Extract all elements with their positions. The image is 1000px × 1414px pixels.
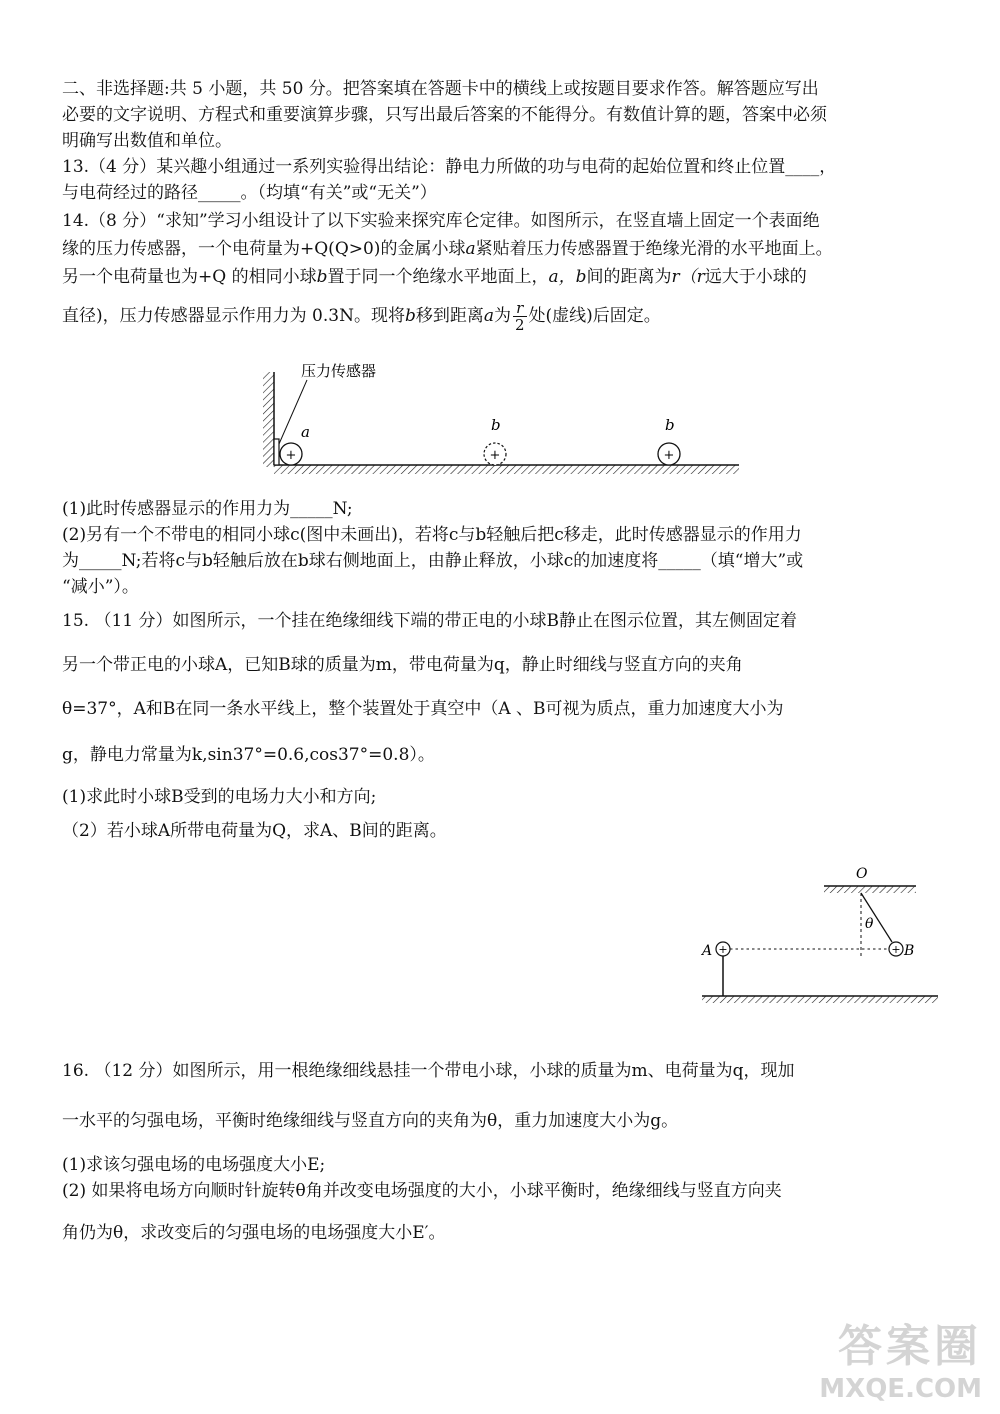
q16-sub1: (1)求该匀强电场的电场强度大小E;	[62, 1155, 326, 1175]
ball-b-plus: +	[663, 448, 675, 463]
q15-line-4: g，静电力常量为k,sin37°=0.6,cos37°=0.8）。	[62, 745, 435, 765]
q14-sub2-line-1: (2)另有一个不带电的相同小球c(图中未画出)，若将c与b轻触后把c移走，此时传感器显示的作用力	[62, 525, 802, 545]
q16-line-1: 16. （12 分）如图所示，用一根绝缘细线悬挂一个带电小球，小球的质量为m、电荷量为q，现加	[62, 1061, 795, 1081]
section-header-line-2: 必要的文字说明、方程式和重要演算步骤，只写出最后答案的不能得分。有数值计算的题，答案中必须	[62, 105, 827, 125]
q15-figure	[698, 862, 944, 1014]
section-header-line-3: 明确写出数值和单位。	[62, 131, 232, 151]
q14-sub2-line-3: “减小”）。	[62, 577, 139, 597]
q14-line-2a: 缘的压力传感器，一个电荷量为+Q(Q>0)的金属小球	[62, 239, 466, 259]
q13-line-1: 13.（4 分）某兴趣小组通过一系列实验得出结论：静电力所做的功与电荷的起始位置和终止位置____，	[62, 157, 837, 177]
ball-b-label: b	[665, 416, 675, 434]
q13-line-2: 与电荷经过的路径_____。（均填“有关”或“无关”）	[62, 183, 437, 203]
q14-line-3	[62, 266, 942, 288]
q14-line-4a: 直径)，压力传感器显示作用力为 0.3N。现将	[62, 306, 405, 326]
q14-var-a: a	[465, 239, 476, 259]
q14-line-3c: 间的距离为	[586, 267, 672, 287]
ball-A-plus: +	[718, 943, 728, 956]
q14-var-r: r	[671, 267, 680, 287]
fraction-denominator: 2	[514, 316, 525, 334]
q14-var-b-2: b	[404, 306, 416, 326]
ball-B-plus: +	[891, 943, 901, 956]
q15-sub1: (1)求此时小球B受到的电场力大小和方向;	[62, 787, 377, 807]
q14-line-1: 14.（8 分）“求知”学习小组设计了以下实验来探究库仑定律。如图所示，在竖直墙上固定一个表面绝	[62, 211, 820, 231]
q15-sub2: （2）若小球A所带电荷量为Q，求A、B间的距离。	[62, 821, 447, 841]
q14-line-2	[62, 238, 942, 260]
q14-var-a-2: a	[483, 306, 494, 326]
q14-line-4b: 移到距离	[415, 306, 484, 326]
sensor-label: 压力传感器	[301, 362, 377, 380]
pressure-sensor	[274, 439, 279, 465]
q16-sub2-line-2: 角仍为θ，求改变后的匀强电场的电场强度大小E′。	[62, 1223, 446, 1243]
r-over-2-fraction	[513, 300, 527, 333]
watermark-url: MXQE.COM	[819, 1374, 982, 1404]
ball-a-plus: +	[285, 448, 297, 463]
q14-sub1: (1)此时传感器显示的作用力为_____N;	[62, 499, 353, 519]
q14-line-3d: 远大于小球的	[704, 267, 807, 287]
q16-sub2-line-1: (2) 如果将电场方向顺时针旋转θ角并改变电场强度的大小，小球平衡时，绝缘细线与竖直方向夹	[62, 1181, 782, 1201]
q14-line-2b: 紧贴着压力传感器置于绝缘光滑的水平地面上。	[475, 239, 833, 259]
q14-line-3a: 另一个电荷量也为+Q 的相同小球	[62, 267, 317, 287]
watermark-cn: 答案圈	[838, 1321, 982, 1372]
q15-line-3: θ=37°，A和B在同一条水平线上，整个装置处于真空中（A 、B可视为质点，重力加速度大小为	[62, 699, 784, 719]
fraction-numerator: r	[513, 300, 527, 317]
wall-hatch	[263, 372, 274, 467]
q14-var-b: b	[316, 267, 328, 287]
q15-line-1: 15. （11 分）如图所示，一个挂在绝缘细线下端的带正电的小球B静止在图示位置，其左侧固定着	[62, 611, 797, 631]
q14-line-4d: 处(虚线)后固定。	[528, 306, 661, 326]
q16-line-2: 一水平的匀强电场，平衡时绝缘细线与竖直方向的夹角为θ，重力加速度大小为g。	[62, 1111, 679, 1131]
q15-line-2: 另一个带正电的小球A，已知B球的质量为m，带电荷量为q，静止时细线与竖直方向的夹角	[62, 655, 743, 675]
q14-line-4	[62, 296, 942, 336]
q14-line-4c: 为	[493, 306, 511, 326]
ball-b-dashed-label: b	[491, 416, 501, 434]
watermark	[819, 1310, 982, 1404]
ball-B-label: B	[904, 943, 915, 959]
q14-line-3b: 置于同一个绝缘水平地面上，	[327, 267, 549, 287]
theta-label: θ	[865, 916, 874, 932]
ceiling-hatch	[824, 886, 916, 893]
q14-var-r-paren: （r	[679, 267, 705, 287]
section-header-line-1: 二、非选择题:共 5 小题，共 50 分。把答案填在答题卡中的横线上或按题目要求作答。解答题应写出	[62, 79, 819, 99]
ball-A-label: A	[702, 943, 713, 959]
floor-hatch-q15	[702, 996, 938, 1003]
q14-sub2-line-2: 为_____N;若将c与b轻触后放在b球右侧地面上，由静止释放，小球c的加速度将_____（填“增大”或	[62, 551, 804, 571]
ball-a-label: a	[301, 423, 310, 441]
point-O-label: O	[856, 866, 868, 882]
q14-figure	[255, 358, 745, 483]
q14-var-ab: a，b	[548, 267, 587, 287]
floor-hatch	[274, 465, 739, 474]
ball-b-dashed-plus: +	[489, 448, 501, 463]
